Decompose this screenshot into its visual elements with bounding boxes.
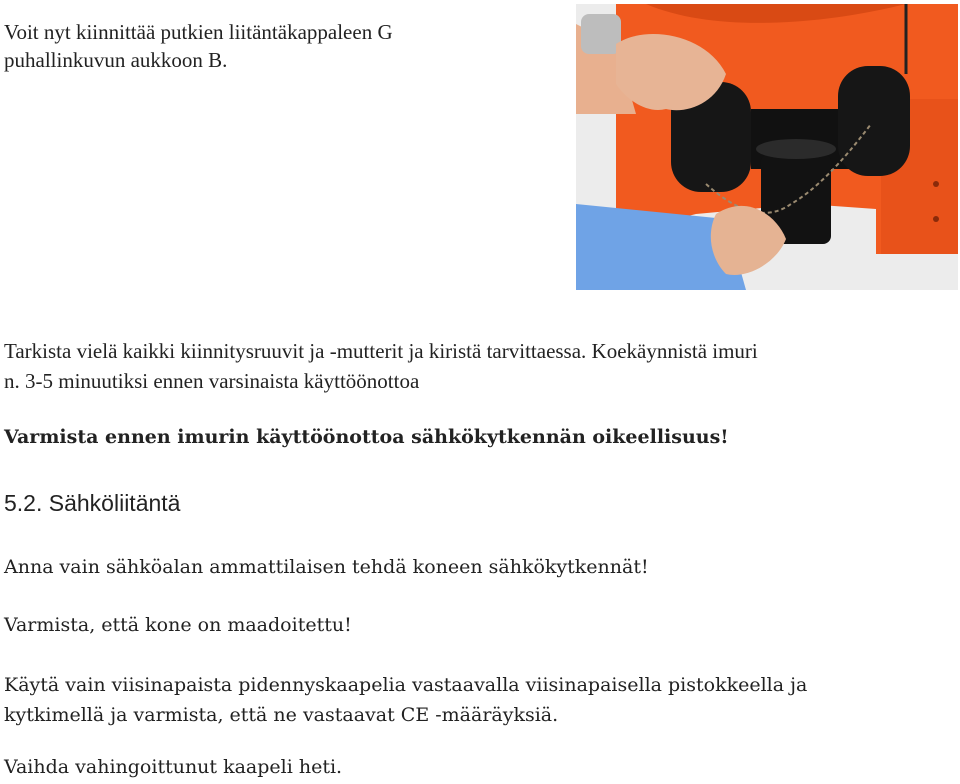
electrical-paragraph-2: Varmista, että kone on maadoitettu! [4, 614, 352, 636]
electrical-paragraph-3-line-2: kytkimellä ja varmista, että ne vastaavat CE -määräyksiä. [4, 704, 559, 726]
intro-line-1: Voit nyt kiinnittää putkien liitäntäkappaleen G [4, 20, 393, 44]
section-heading: 5.2. Sähköliitäntä [4, 490, 181, 516]
intro-line-2: puhallinkuvun aukkoon B. [4, 48, 228, 72]
check-paragraph [4, 336, 758, 396]
check-line-2: n. 3-5 minuutiksi ennen varsinaista käyttöönottoa [4, 369, 420, 393]
pipe-connector-photo [576, 4, 958, 290]
pipe-connector-illustration [576, 4, 958, 290]
bolt [933, 216, 939, 222]
warning-text: Varmista ennen imurin käyttöönottoa sähkökytkennän oikeellisuus! [4, 426, 729, 448]
electrical-paragraph-3 [4, 670, 807, 730]
watch [581, 14, 621, 54]
electrical-paragraph-4: Vaihda vahingoittunut kaapeli heti. [4, 756, 343, 778]
check-line-1: Tarkista vielä kaikki kiinnitysruuvit ja -mutterit ja kiristä tarvittaessa. Koekäynnistä imuri [4, 339, 758, 363]
pipe-right-end [838, 66, 910, 176]
bolt [933, 181, 939, 187]
intro-paragraph [4, 18, 393, 74]
electrical-paragraph-3-line-1: Käytä vain viisinapaista pidennyskaapelia vastaavalla viisinapaisella pistokkeella ja [4, 674, 808, 696]
pipe-highlight [756, 139, 836, 159]
electrical-paragraph-1: Anna vain sähköalan ammattilaisen tehdä koneen sähkökytkennät! [4, 556, 649, 578]
